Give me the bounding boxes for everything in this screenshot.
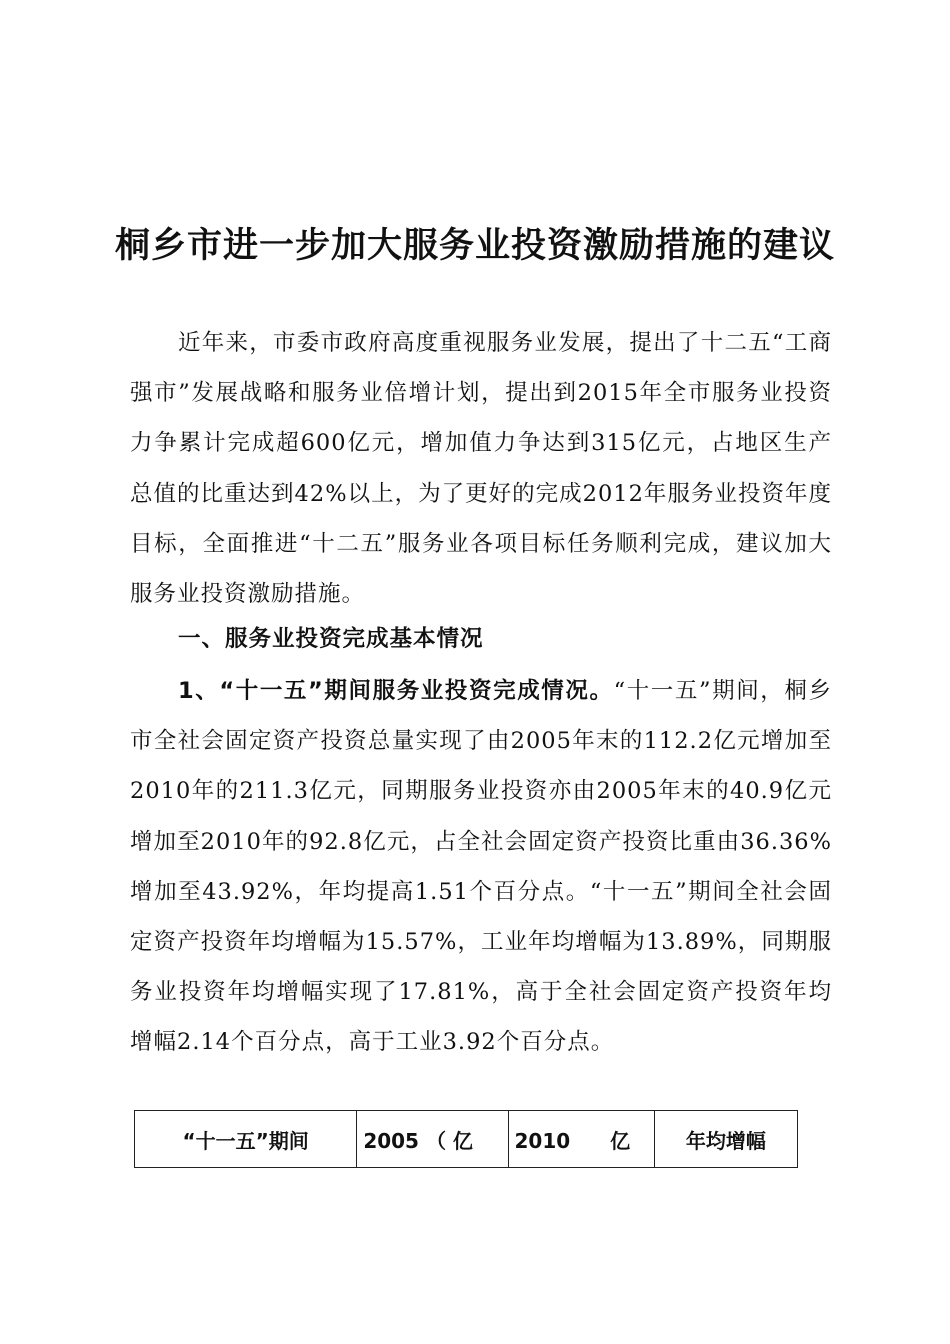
table-header-2010: 2010 亿 <box>508 1111 654 1168</box>
table-header-growth: 年均增幅 <box>654 1111 797 1168</box>
document-title: 桐乡市进一步加大服务业投资激励措施的建议 <box>114 226 835 266</box>
subsection-text: “十一五”期间，桐乡市全社会固定资产投资总量实现了由2005年末的112.2亿元增加至2010年的211.3亿元，同期服务业投资亦由2005年末的40.9亿元增加至2010年的92.8亿元，占全社会固定资产投资比重由36.36%增加至43.92%，年均提高1.51个百分点。“十一五”期间全社会固定资产投资年均增幅为15.57%，工业年均增幅为13.89%，同期服务业投资年均增幅实现了17.81%，高于全社会固定资产投资年均增幅2.14个百分点，高于工业3.92个百分点。 <box>130 678 832 1056</box>
intro-paragraph-text: 近年来，市委市政府高度重视服务业发展，提出了十二五“工商强市”发展战略和服务业倍增计划，提出到2015年全市服务业投资力争累计完成超600亿元，增加值力争达到315亿元，占地区生产总值的比重达到42%以上，为了更好的完成2012年服务业投资年度目标，全面推进“十二五”服务业各项目标任务顺利完成，建议加大服务业投资激励措施。 <box>130 330 832 608</box>
investment-table <box>134 1110 798 1168</box>
subsection-lead: 1、“十一五”期间服务业投资完成情况。 <box>178 678 614 704</box>
table-header-row <box>135 1111 798 1168</box>
section-heading: 一、服务业投资完成基本情况 <box>178 626 484 652</box>
intro-paragraph <box>130 318 832 619</box>
table-header-2005: 2005 （ 亿 <box>357 1111 508 1168</box>
subsection-paragraph <box>130 666 832 1068</box>
table-header-period: “十一五”期间 <box>135 1111 357 1168</box>
